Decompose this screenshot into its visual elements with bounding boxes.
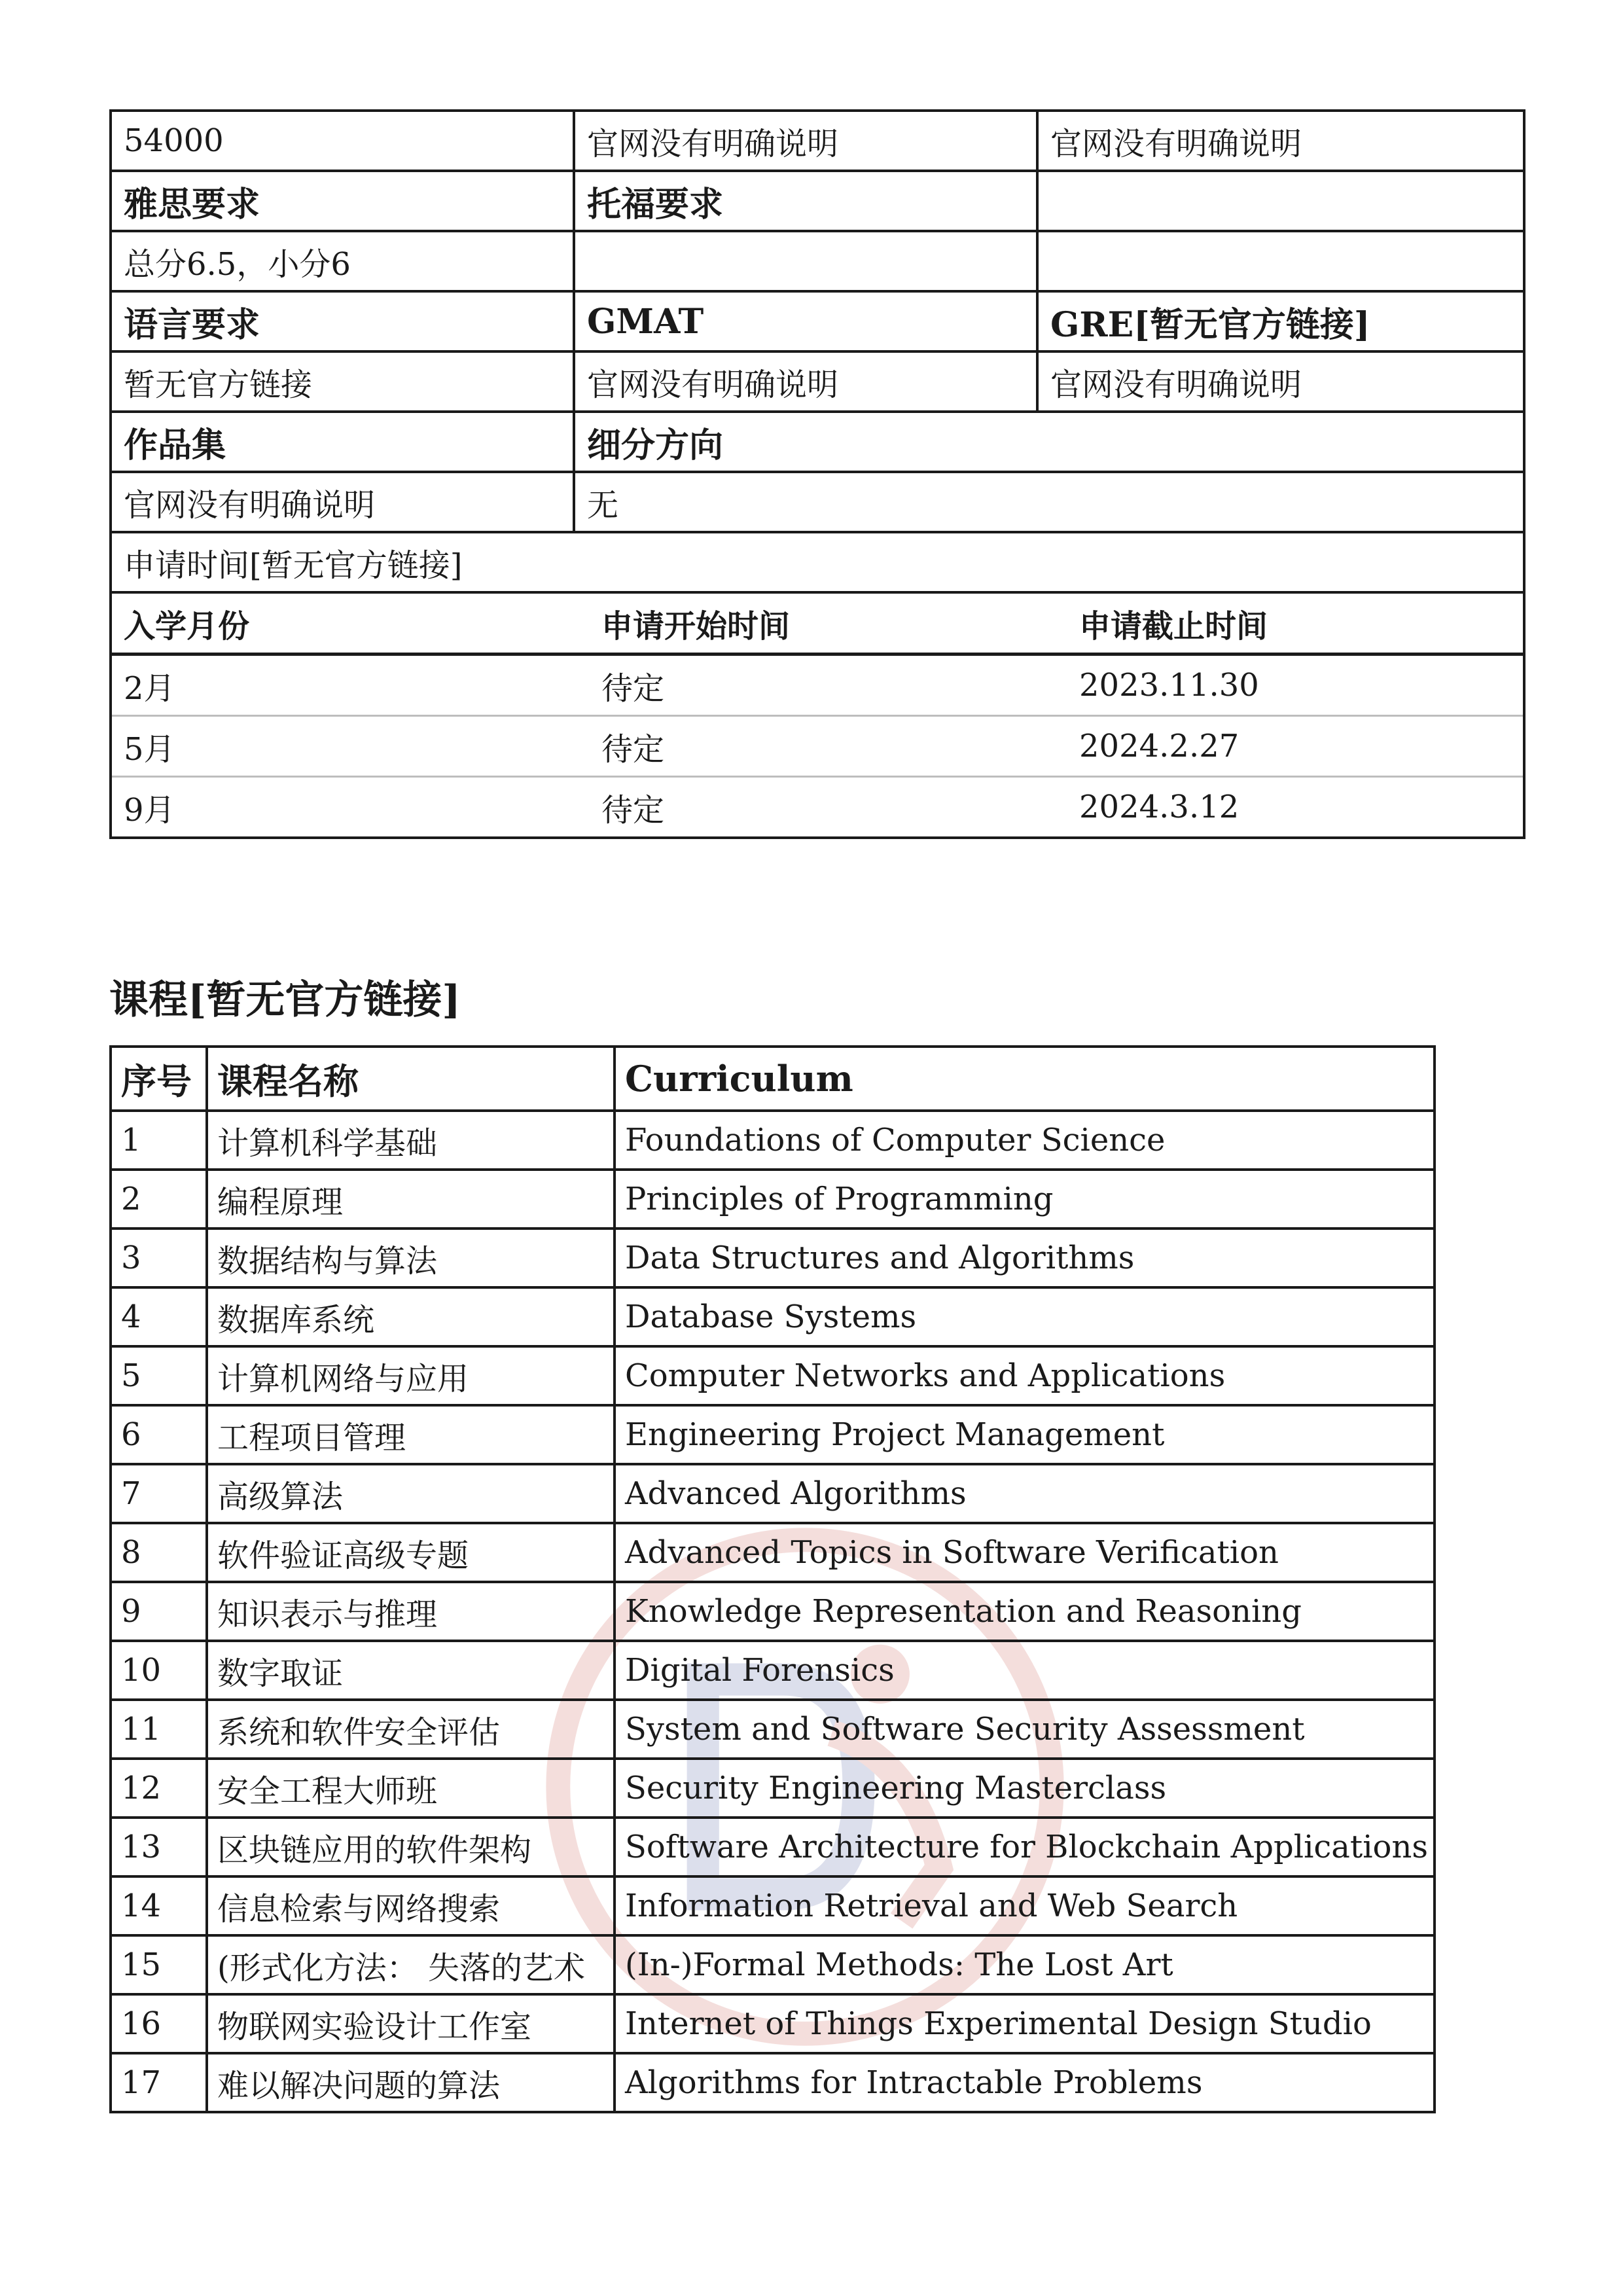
dates-row (112, 777, 1523, 837)
course-row (111, 1700, 1435, 1759)
course-index: 12 (111, 1759, 207, 1818)
course-index: 10 (111, 1641, 207, 1700)
course-name-cn: 软件验证高级专题 (207, 1523, 615, 1582)
course-name-cn: 计算机科学基础 (207, 1111, 615, 1170)
start-time: 待定 (590, 655, 1067, 716)
course-name-header: 课程名称 (207, 1047, 615, 1111)
fee-note-1: 官网没有明确说明 (574, 111, 1037, 171)
course-name-en: Data Structures and Algorithms (615, 1229, 1435, 1287)
course-index: 15 (111, 1935, 207, 1994)
course-name-en: Internet of Things Experimental Design Studio (615, 1994, 1435, 2053)
course-index: 5 (111, 1346, 207, 1405)
intake-month-header: 入学月份 (112, 594, 590, 655)
course-index: 16 (111, 1994, 207, 2053)
dates-table (112, 594, 1523, 836)
intake-month: 5月 (112, 716, 590, 777)
ielts-value: 总分6.5，小分6 (111, 231, 574, 291)
course-name-cn: 计算机网络与应用 (207, 1346, 615, 1405)
course-index: 6 (111, 1405, 207, 1464)
course-row (111, 1818, 1435, 1876)
course-row (111, 1464, 1435, 1523)
portfolio-value-row (111, 472, 1524, 532)
fee-row (111, 111, 1524, 171)
course-name-en: (In-)Formal Methods: The Lost Art (615, 1935, 1435, 1994)
course-name-cn: 高级算法 (207, 1464, 615, 1523)
toefl-label: 托福要求 (574, 171, 1037, 231)
gmat-value: 官网没有明确说明 (574, 351, 1037, 412)
course-index: 3 (111, 1229, 207, 1287)
course-name-cn: 物联网实验设计工作室 (207, 1994, 615, 2053)
portfolio-value: 官网没有明确说明 (111, 472, 574, 532)
toefl-value (574, 231, 1037, 291)
course-row (111, 1994, 1435, 2053)
course-name-en: Foundations of Computer Science (615, 1111, 1435, 1170)
courses-table (109, 1045, 1436, 2113)
ielts-label: 雅思要求 (111, 171, 574, 231)
index-header: 序号 (111, 1047, 207, 1111)
course-index: 17 (111, 2053, 207, 2112)
course-name-en: Principles of Programming (615, 1170, 1435, 1229)
course-name-en: Advanced Algorithms (615, 1464, 1435, 1523)
direction-label: 细分方向 (574, 412, 1524, 472)
course-name-en: Algorithms for Intractable Problems (615, 2053, 1435, 2112)
course-index: 4 (111, 1287, 207, 1346)
deadline: 2023.11.30 (1067, 655, 1523, 716)
start-time: 待定 (590, 716, 1067, 777)
dates-cell (111, 592, 1524, 838)
portfolio-header-row (111, 412, 1524, 472)
course-row (111, 1405, 1435, 1464)
application-time-label: 申请时间[暂无官方链接] (111, 532, 1524, 592)
course-name-cn: 数字取证 (207, 1641, 615, 1700)
deadline-header: 申请截止时间 (1067, 594, 1523, 655)
course-name-cn: 系统和软件安全评估 (207, 1700, 615, 1759)
course-name-en: Advanced Topics in Software Verification (615, 1523, 1435, 1582)
curriculum-header: Curriculum (615, 1047, 1435, 1111)
language-value: 暂无官方链接 (111, 351, 574, 412)
intake-month: 9月 (124, 791, 175, 829)
course-name-cn: 安全工程大师班 (207, 1759, 615, 1818)
deadline: 2024.2.27 (1067, 716, 1523, 777)
course-row (111, 1346, 1435, 1405)
course-name-cn: 编程原理 (207, 1170, 615, 1229)
course-name-cn: 信息检索与网络搜索 (207, 1876, 615, 1935)
course-name-en: Information Retrieval and Web Search (615, 1876, 1435, 1935)
course-index: 1 (111, 1111, 207, 1170)
course-name-cn: 数据结构与算法 (207, 1229, 615, 1287)
course-name-cn: (形式化方法： 失落的艺术 (207, 1935, 615, 1994)
start-time-header: 申请开始时间 (590, 594, 1067, 655)
requirements-table (109, 109, 1525, 839)
language-header-row (111, 291, 1524, 351)
application-time-row (111, 532, 1524, 592)
direction-value: 无 (574, 472, 1524, 532)
language-label: 语言要求 (111, 291, 574, 351)
courses-header-row (111, 1047, 1435, 1111)
gre-label: GRE[暂无官方链接] (1037, 291, 1524, 351)
course-name-cn: 数据库系统 (207, 1287, 615, 1346)
course-row (111, 1523, 1435, 1582)
course-name-en: Knowledge Representation and Reasoning (615, 1582, 1435, 1641)
course-name-cn: 区块链应用的软件架构 (207, 1818, 615, 1876)
fee-value: 54000 (111, 111, 574, 171)
test-header-row (111, 171, 1524, 231)
course-index: 11 (111, 1700, 207, 1759)
course-name-en: Computer Networks and Applications (615, 1346, 1435, 1405)
course-name-cn: 难以解决问题的算法 (207, 2053, 615, 2112)
dates-header-row (112, 594, 1523, 655)
course-row (111, 1287, 1435, 1346)
course-row (111, 1229, 1435, 1287)
course-name-en: Security Engineering Masterclass (615, 1759, 1435, 1818)
course-index: 7 (111, 1464, 207, 1523)
course-name-cn: 知识表示与推理 (207, 1582, 615, 1641)
course-index: 9 (111, 1582, 207, 1641)
course-row (111, 1111, 1435, 1170)
portfolio-label: 作品集 (111, 412, 574, 472)
course-name-en: System and Software Security Assessment (615, 1700, 1435, 1759)
empty-cell (1037, 231, 1524, 291)
start-time: 待定 (601, 791, 665, 829)
course-row (111, 1876, 1435, 1935)
course-index: 14 (111, 1876, 207, 1935)
course-index: 2 (111, 1170, 207, 1229)
dates-container-row (111, 592, 1524, 838)
intake-month: 2月 (112, 655, 590, 716)
course-row (111, 1935, 1435, 1994)
course-row (111, 1759, 1435, 1818)
course-row (111, 1582, 1435, 1641)
fee-note-2: 官网没有明确说明 (1037, 111, 1524, 171)
empty-cell (1037, 171, 1524, 231)
gmat-label: GMAT (574, 291, 1037, 351)
test-value-row (111, 231, 1524, 291)
dates-row (112, 655, 1523, 716)
courses-title: 课程[暂无官方链接] (109, 977, 461, 1023)
course-row (111, 2053, 1435, 2112)
course-row (111, 1170, 1435, 1229)
course-index: 13 (111, 1818, 207, 1876)
gre-value: 官网没有明确说明 (1037, 351, 1524, 412)
course-name-cn: 工程项目管理 (207, 1405, 615, 1464)
course-name-en: Engineering Project Management (615, 1405, 1435, 1464)
deadline: 2024.3.12 (1079, 789, 1240, 825)
course-name-en: Digital Forensics (615, 1641, 1435, 1700)
course-row (111, 1641, 1435, 1700)
course-name-en: Database Systems (615, 1287, 1435, 1346)
language-value-row (111, 351, 1524, 412)
dates-row (112, 716, 1523, 777)
course-name-en: Software Architecture for Blockchain Applications (615, 1818, 1435, 1876)
course-index: 8 (111, 1523, 207, 1582)
